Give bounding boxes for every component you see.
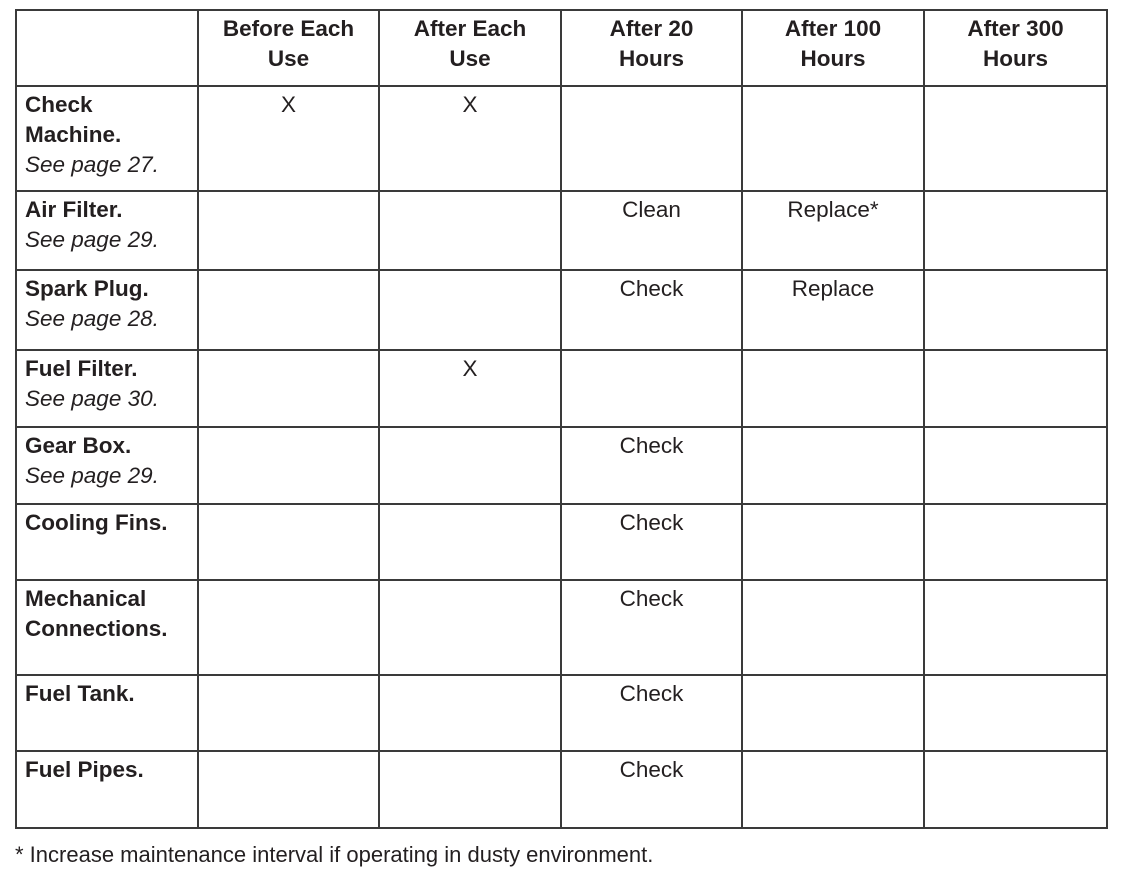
table-cell: [742, 580, 924, 675]
table-cell: [924, 86, 1107, 191]
table-cell: [742, 751, 924, 828]
table-cell: [198, 751, 379, 828]
header-corner-cell: [16, 10, 198, 86]
footnote: * Increase maintenance interval if operating in dusty environment.: [15, 842, 654, 867]
table-cell: [198, 427, 379, 504]
table-cell: Check: [561, 427, 742, 504]
table-cell: [924, 675, 1107, 751]
table-cell: [924, 427, 1107, 504]
table-cell: [924, 504, 1107, 580]
table-cell: [379, 270, 561, 350]
table-cell: [742, 350, 924, 427]
row-label: Fuel Filter. See page 30.: [16, 350, 198, 427]
row-label: Gear Box. See page 29.: [16, 427, 198, 504]
table-row: [16, 751, 1107, 828]
page-reference: See page 30.: [25, 386, 159, 411]
table-cell: Check: [561, 504, 742, 580]
table-cell: Check: [561, 580, 742, 675]
table-cell: [924, 350, 1107, 427]
header-after-300-hours: After 300 Hours: [924, 10, 1107, 86]
table-row: [16, 191, 1107, 270]
header-after-each-use: After Each Use: [379, 10, 561, 86]
table-cell: [198, 504, 379, 580]
header-before-each-use: Before Each Use: [198, 10, 379, 86]
table-cell: [379, 191, 561, 270]
table-cell: X: [379, 86, 561, 191]
table-cell: Replace*: [742, 191, 924, 270]
table-row: [16, 270, 1107, 350]
table-cell: Check: [561, 751, 742, 828]
table-cell: [742, 427, 924, 504]
table-row: [16, 504, 1107, 580]
table-cell: [561, 86, 742, 191]
table-cell: Replace: [742, 270, 924, 350]
table-row: [16, 427, 1107, 504]
page-reference: See page 29.: [25, 463, 159, 488]
table-cell: [379, 580, 561, 675]
table-cell: [379, 504, 561, 580]
table-cell: [742, 675, 924, 751]
table-cell: [742, 504, 924, 580]
table-cell: [924, 191, 1107, 270]
table-cell: X: [379, 350, 561, 427]
table-row: [16, 675, 1107, 751]
row-label: Fuel Tank.: [16, 675, 198, 751]
header-after-20-hours: After 20 Hours: [561, 10, 742, 86]
page-reference: See page 27.: [25, 152, 159, 177]
table-cell: [924, 580, 1107, 675]
table-cell: [924, 751, 1107, 828]
table-cell: X: [198, 86, 379, 191]
row-label: Spark Plug. See page 28.: [16, 270, 198, 350]
table-cell: [198, 191, 379, 270]
header-row: [16, 10, 1107, 86]
header-after-100-hours: After 100 Hours: [742, 10, 924, 86]
table-cell: [742, 86, 924, 191]
page-reference: See page 29.: [25, 227, 159, 252]
table-cell: [198, 675, 379, 751]
table-cell: [198, 580, 379, 675]
table-cell: [379, 675, 561, 751]
page-reference: See page 28.: [25, 306, 159, 331]
row-label: Fuel Pipes.: [16, 751, 198, 828]
row-label: Check Machine. See page 27.: [16, 86, 198, 191]
table-cell: Clean: [561, 191, 742, 270]
table-row: [16, 86, 1107, 191]
table-cell: [924, 270, 1107, 350]
row-label: Mechanical Connections.: [16, 580, 198, 675]
table-cell: [379, 751, 561, 828]
table-cell: Check: [561, 270, 742, 350]
table-cell: Check: [561, 675, 742, 751]
row-label: Air Filter. See page 29.: [16, 191, 198, 270]
table-row: [16, 580, 1107, 675]
table-cell: [198, 270, 379, 350]
table-cell: [379, 427, 561, 504]
table-cell: [561, 350, 742, 427]
table-row: [16, 350, 1107, 427]
row-label: Cooling Fins.: [16, 504, 198, 580]
table-cell: [198, 350, 379, 427]
maintenance-schedule-table: [15, 9, 1108, 829]
